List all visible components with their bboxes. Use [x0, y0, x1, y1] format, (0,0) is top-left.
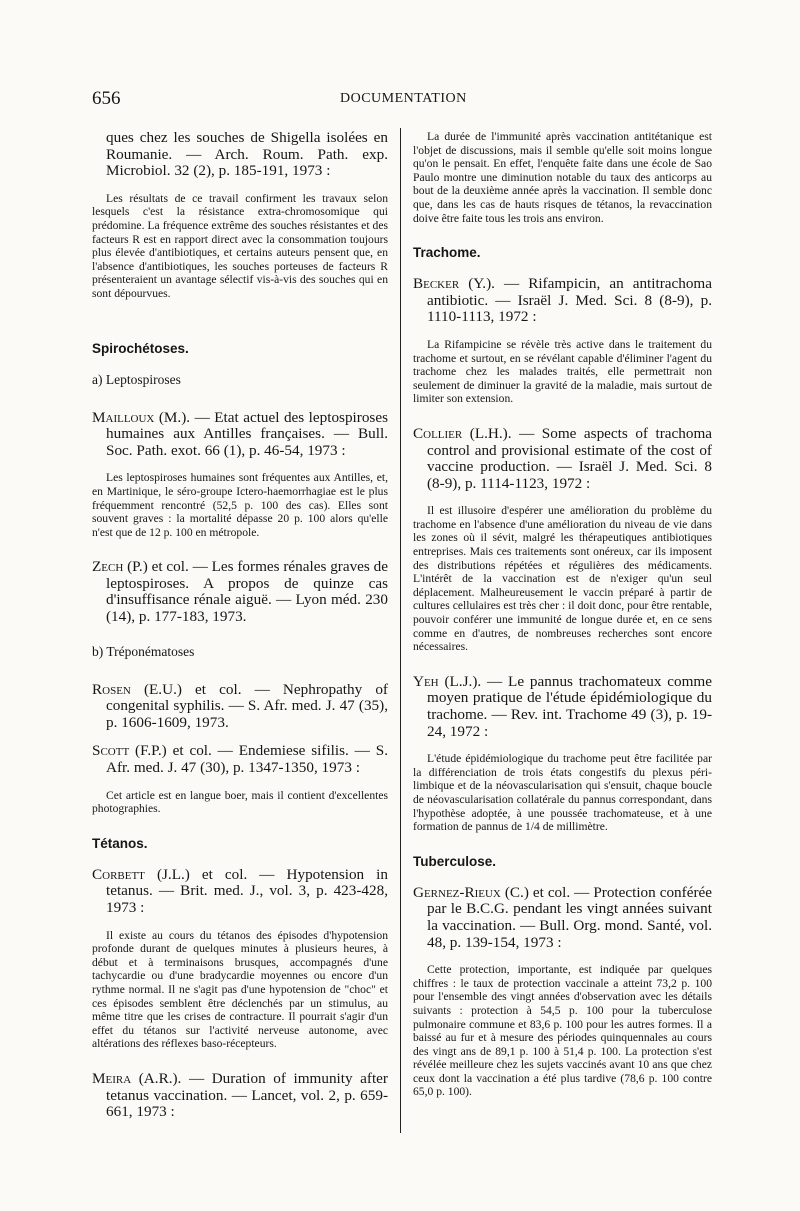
abstract-scott: Cet article est en langue boer, mais il contient d'excellentes photographies. — [92, 788, 388, 816]
citation-text-scott: et col. — Endemiese sifilis. — S. Afr. med. J. 47 (30), p. 1347-1350, 1973 : — [106, 742, 388, 777]
citation-becker — [413, 276, 712, 326]
abstract-collier: Il est illusoire d'espérer une amélioration du problème du trachome en l'absence d'une amélioration du niveau de vie dans les zones où il sévit, malgré les thérapeutiques antibiotiques entreprises. Mais ces traitements sont onéreux, car ils imposent des distributions répétées et régulières des médicaments. L'intérêt de la vaccination est de n'exiger qu'un seul déplacement. Malheureusement le vaccin préparé à partir de cultures cellulaires est très cher : il doit donc, pour être rentable, pouvoir conférer une immunité de longue durée et, en ce sens comme en d'autres, de nombreuses recherches sont encore nécessaires. — [413, 504, 712, 654]
abstract-yeh: L'étude épidémiologique du trachome peut être facilitée par la différenciation de trois états congestifs du plexus péri-limbique et de la néovascularisation qui s'ensuit, chaque boucle de néovascularisation collatérale du pannus correspondant, dans l'hypothèse adoptée, à une poussée trachomateuse, et à une formation de pannus de 1/4 de millimètre. — [413, 752, 712, 834]
citation-collier — [413, 426, 712, 492]
citation-continued: ques chez les souches de Shigella isolées en Roumanie. — Arch. Roum. Path. exp. Microbiol. 32 (2), p. 185-191, 1973 : — [106, 129, 388, 180]
citation-gernez-rieux — [413, 885, 712, 951]
citation-text-zech: et col. — Les formes rénales graves de leptospiroses. A propos de quinze cas d'insuffisance rénale aiguë. — Lyon méd. 230 (14), p. 177-183, 1973. — [106, 558, 388, 626]
author-yeh: Yeh (L.J.). — [413, 672, 482, 690]
section-heading-spirochetoses: Spirochétoses. — [92, 340, 189, 356]
abstract-meira: La durée de l'immunité après vaccination antitétanique est l'objet de discussions, mais il semble qu'elle soit moins longue qu'on le pensait. En effet, l'enquête faite dans une école de Sao Paulo montre une diminution notable du taux des anticorps au bout de la deuxième année après la vaccination. Il semble donc que, dans les cas de hauts risques de tétanos, la revaccination doive être faite tous les trois ans environ. — [413, 130, 712, 225]
author-gernez-rieux: Gernez-Rieux (C.) — [413, 883, 529, 901]
left-column — [92, 130, 388, 1133]
citation-text-mailloux: — Etat actuel des leptospiroses humaines aux Antilles françaises. — Bull. Soc. Path. exot. 66 (1), p. 46-54, 1973 : — [106, 408, 388, 459]
abstract-mailloux: Les leptospiroses humaines sont fréquentes aux Antilles, et, en Martinique, le séro-groupe Ictero-haemorrhagiae est le plus fréquemment rencontré (52,5 p. 100 des cas). Elles sont souvent graves : la mortalité dépasse 20 p. 100 alors qu'elle n'est que de 12 p. 100 en métropole. — [92, 471, 388, 539]
citation-text-yeh: — Le pannus trachomateux comme moyen pratique de l'étude épidémiologique du trachome. — Rev. int. Trachome 49 (3), p. 19-24, 1972 : — [427, 672, 712, 740]
subsection-heading-leptospiroses: a) Leptospiroses — [92, 371, 181, 387]
citation-text-becker: — Rifampicin, an antitrachoma antibiotic. — Israël J. Med. Sci. 8 (8-9), p. 1110-1113, 1972 : — [427, 275, 712, 326]
citation-text-corbett: et col. — Hypotension in tetanus. — Brit. med. J., vol. 3, p. 423-428, 1973 : — [106, 865, 388, 916]
citation-corbett — [92, 867, 388, 917]
abstract-becker: La Rifampicine se révèle très active dans le traitement du trachome et surtout, en se révélant capable d'éliminer l'agent du trachome chez les malades traités, elle permettrait non seulement de diminuer la gravité de la maladie, mais surtout de limiter son extension. — [413, 337, 712, 406]
section-heading-trachome: Trachome. — [413, 245, 481, 261]
abstract-corbett: Il existe au cours du tétanos des épisodes d'hypotension profonde durant de quelques minutes à plusieurs heures, à début et à terminaisons brusques, accompagnés d'une tachycardie ou d'une bradycardie moyennes ou encore d'un rythme normal. Il ne s'agit pas d'une hypotension de "choc" et ces épisodes semblent être déclenchés par un stimulus, au même titre que les crises de contracture. Il pourrait s'agir d'un effet du tétanos sur l'activité nerveuse autonome, avec altérations des réflexes baso-récepteurs. — [92, 928, 388, 1051]
citation-rosen — [92, 682, 388, 732]
citation-text-gernez-rieux: et col. — Protection conférée par le B.C.G. pendant les vingt années suivant la vaccination. — Bull. Org. mond. Santé, vol. 48, p. 139-154, 1973 : — [427, 883, 712, 951]
author-mailloux: Mailloux (M.). — [92, 408, 191, 426]
abstract-continued: Les résultats de ce travail confirment les travaux selon lesquels c'est la résistance extra-chromosomique qui prédomine. La fréquence extrême des souches résistantes et des facteurs R est en rapport direct avec la consommation toujours plus élevée d'antibiotiques, et certains auteurs pensent que, en l'absence d'antibiotiques, les souches porteuses de facteurs R présenteraient un avantage sélectif vis-à-vis des souches qui en sont dépourvues. — [92, 191, 388, 300]
author-corbett: Corbett (J.L.) — [92, 865, 190, 883]
page-number: 656 — [92, 88, 121, 109]
citation-zech — [92, 559, 388, 625]
author-meira: Meira (A.R.). — [92, 1069, 182, 1087]
running-title: DOCUMENTATION — [340, 91, 467, 106]
citation-meira — [92, 1071, 388, 1121]
column-divider — [400, 128, 401, 1133]
citation-mailloux — [92, 410, 388, 460]
author-rosen: Rosen (E.U.) — [92, 680, 182, 698]
abstract-gernez-rieux: Cette protection, importante, est indiquée par quelques chiffres : le taux de protection vaccinale a atteint 73,2 p. 100 pour l'ensemble des vingt années d'observation avec les détails suivants : protection à 54,5 p. 100 pour la tuberculose pulmonaire commune et 83,6 p. 100 pour les autres formes. Il a baissé au fur et à mesure des périodes quinquennales au cours des vingt ans de 89,1 p. 100 à 51,4 p. 100. La protection s'est révélée meilleure chez les sujets vaccinés avant 10 ans que chez ceux dont la vaccination a été plus tardive (78,6 p. 100 contre 65,0 p. 100). — [413, 963, 712, 1099]
author-becker: Becker (Y.). — [413, 275, 495, 293]
author-scott: Scott (F.P.) — [92, 742, 167, 760]
citation-text-rosen: et col. — Nephropathy of congenital syphilis. — S. Afr. med. J. 47 (35), p. 1606-1609, 1973. — [106, 680, 388, 731]
right-column — [413, 130, 712, 1119]
section-heading-tuberculose: Tuberculose. — [413, 853, 497, 869]
citation-text-meira: — Duration of immunity after tetanus vaccination. — Lancet, vol. 2, p. 659-661, 1973 : — [106, 1069, 388, 1121]
author-collier: Collier (L.H.). — [413, 424, 512, 442]
citation-text-collier: — Some aspects of trachoma control and provisional estimate of the cost of vaccine production. — Israël J. Med. Sci. 8 (8-9), p. 1114-1123, 1972 : — [427, 424, 713, 492]
section-heading-tetanos: Tétanos. — [92, 835, 148, 851]
citation-yeh — [413, 674, 712, 740]
author-zech: Zech (P.) — [92, 558, 148, 576]
citation-scott — [92, 743, 388, 776]
subsection-heading-treponematoses: b) Tréponématoses — [92, 643, 195, 659]
